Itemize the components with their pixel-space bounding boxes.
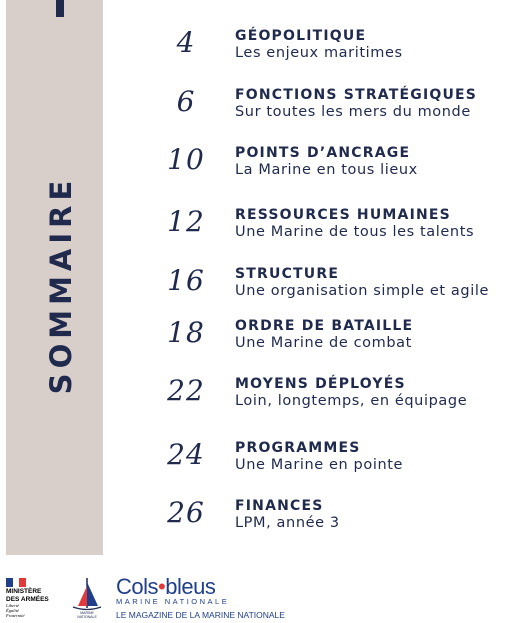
ship-mast-icon [70,576,104,612]
toc-page-number: 12 [167,205,205,238]
toc-entry-title: STRUCTURE [235,266,340,282]
toc-entry[interactable] [160,440,520,480]
devise-egalite: Égalité [6,608,19,613]
toc-page-number: 6 [176,85,196,118]
toc-page-number: 4 [176,26,196,59]
toc-entry-title: RESSOURCES HUMAINES [235,207,451,223]
toc-entry-subtitle: La Marine en tous lieux [235,162,418,178]
toc-entry[interactable] [160,28,520,68]
toc-page-number: 18 [167,316,205,349]
sidebar-band [6,0,103,555]
sidebar-tick-mark [56,0,64,17]
devise-fraternite: Fraternité [6,613,25,618]
sommaire-title: SOMMAIRE [44,175,78,395]
ministere-des-armees-logo [6,578,61,618]
toc-entry[interactable] [160,87,520,127]
marine-nationale-logo [70,576,104,618]
toc-entry[interactable] [160,318,520,358]
toc-entry-title: PROGRAMMES [235,440,361,456]
toc-entry-title: FINANCES [235,498,324,514]
magazine-tagline: LE MAGAZINE DE LA MARINE NATIONALE [116,610,285,620]
toc-page-number: 26 [167,496,205,529]
devise-liberte: Liberté [6,603,19,608]
footer [0,570,525,623]
toc-entry[interactable] [160,207,520,247]
toc-entry[interactable] [160,376,520,416]
toc-entry-title: FONCTIONS STRATÉGIQUES [235,87,478,103]
toc-entry[interactable] [160,498,520,538]
toc-entry-subtitle: LPM, année 3 [235,515,340,531]
toc-page-number: 16 [167,264,205,297]
ministere-line-1: MINISTÈRE [6,588,42,595]
cols-bleus-part-1: Cols [116,574,159,599]
toc-entry-subtitle: Une Marine de tous les talents [235,224,475,240]
toc-entry[interactable] [160,266,520,306]
toc-page-number: 22 [167,374,205,407]
cols-bleus-part-2: bleus [165,574,216,599]
toc-page-number: 10 [167,143,205,176]
toc-entry-subtitle: Une Marine en pointe [235,457,404,473]
toc-entry[interactable] [160,145,520,185]
ministere-line-2: DES ARMÉES [6,596,49,603]
toc-entry-title: POINTS D’ANCRAGE [235,145,411,161]
toc-entry-title: MOYENS DÉPLOYÉS [235,376,406,392]
french-flag-icon [6,578,26,587]
cols-bleus-subtitle: MARINE NATIONALE [116,597,230,606]
toc-entry-subtitle: Les enjeux maritimes [235,45,403,61]
toc-entry-subtitle: Une organisation simple et agile [235,283,489,299]
toc-page-number: 24 [167,438,205,471]
toc-entry-subtitle: Loin, longtemps, en équipage [235,393,468,409]
toc-entry-title: ORDRE DE BATAILLE [235,318,414,334]
toc-entry-subtitle: Sur toutes les mers du monde [235,104,471,120]
cols-bleus-dot: • [158,574,166,599]
toc-entry-title: GÉOPOLITIQUE [235,28,367,44]
toc-entry-subtitle: Une Marine de combat [235,335,412,351]
marine-logo-caption: MARINE NATIONALE [77,611,97,619]
